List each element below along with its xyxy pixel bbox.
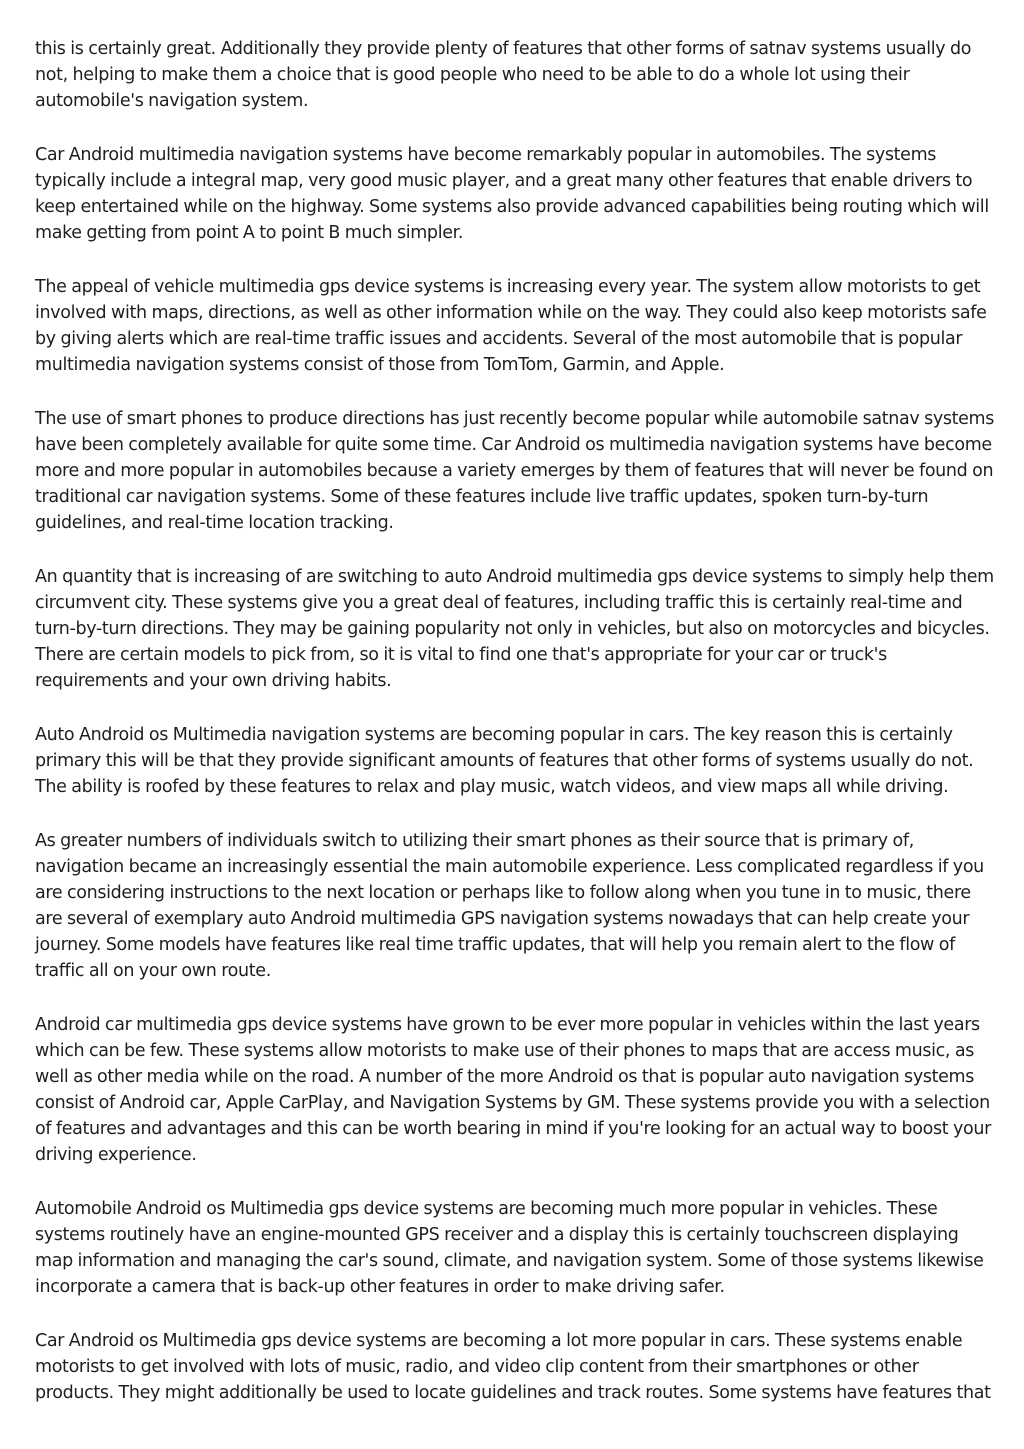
- paragraph-10: Car Android os Multimedia gps device systems are becoming a lot more popular in cars. These systems enable motorists to get involved with lots of music, radio, and video clip content from their smartphones or other products. They might additionally be used to locate guidelines and track routes. Some systems have features that: [35, 1331, 991, 1403]
- paragraph-6: Auto Android os Multimedia navigation systems are becoming popular in cars. The key reason this is certainly primary this will be that they provide significant amounts of features that other forms of systems usually do not. The ability is roofed by these features to relax and play music, watch videos, and view maps all while driving.: [35, 725, 974, 797]
- paragraph-1: this is certainly great. Additionally they provide plenty of features that other forms of satnav systems usually do not, helping to make them a choice that is good people who need to be able to do a whole lot using their automobile's navigation system.: [35, 39, 972, 111]
- paragraph-3: The appeal of vehicle multimedia gps device systems is increasing every year. The system allow motorists to get involved with maps, directions, as well as other information while on the way. They could also keep motorists safe by giving alerts which are real-time traffic issues and accidents. Several of the most automobile that is popular multimedia navigation systems consist of those from TomTom, Garmin, and Apple.: [35, 277, 987, 375]
- paragraph-7: As greater numbers of individuals switch to utilizing their smart phones as their source that is primary of, navigation became an increasingly essential the main automobile experience. Less complicated regardless if you are considering instructions to the next location or perhaps like to follow along when you tune in to music, there are several of exemplary auto Android multimedia GPS navigation systems nowadays that can help create your journey. Some models have features like real time traffic updates, that will help you remain alert to the flow of traffic all on your own route.: [35, 831, 984, 981]
- paragraph-2: Car Android multimedia navigation systems have become remarkably popular in automobiles. The systems typically include a integral map, very good music player, and a great many other features that enable drivers to keep entertained while on the highway. Some systems also provide advanced capabilities being routing which will make getting from point A to point B much simpler.: [35, 145, 989, 243]
- document-body: [35, 36, 995, 1406]
- paragraph-4: The use of smart phones to produce directions has just recently become popular while automobile satnav systems have been completely available for quite some time. Car Android os multimedia navigation systems have become more and more popular in automobiles because a variety emerges by them of features that will never be found on traditional car navigation systems. Some of these features include live traffic updates, spoken turn-by-turn guidelines, and real-time location tracking.: [35, 409, 995, 533]
- paragraph-5: An quantity that is increasing of are switching to auto Android multimedia gps device systems to simply help them circumvent city. These systems give you a great deal of features, including traffic this is certainly real-time and turn-by-turn directions. They may be gaining popularity not only in vehicles, but also on motorcycles and bicycles. There are certain models to pick from, so it is vital to find one that's appropriate for your car or truck's requirements and your own driving habits.: [35, 567, 994, 691]
- paragraph-8: Android car multimedia gps device systems have grown to be ever more popular in vehicles within the last years which can be few. These systems allow motorists to make use of their phones to maps that are access music, as well as other media while on the road. A number of the more Android os that is popular auto navigation systems consist of Android car, Apple CarPlay, and Navigation Systems by GM. These systems provide you with a selection of features and advantages and this can be worth bearing in mind if you're looking for an actual way to boost your driving experience.: [35, 1015, 991, 1165]
- paragraph-9: Automobile Android os Multimedia gps device systems are becoming much more popular in vehicles. These systems routinely have an engine-mounted GPS receiver and a display this is certainly touchscreen displaying map information and managing the car's sound, climate, and navigation system. Some of those systems likewise incorporate a camera that is back-up other features in order to make driving safer.: [35, 1199, 984, 1297]
